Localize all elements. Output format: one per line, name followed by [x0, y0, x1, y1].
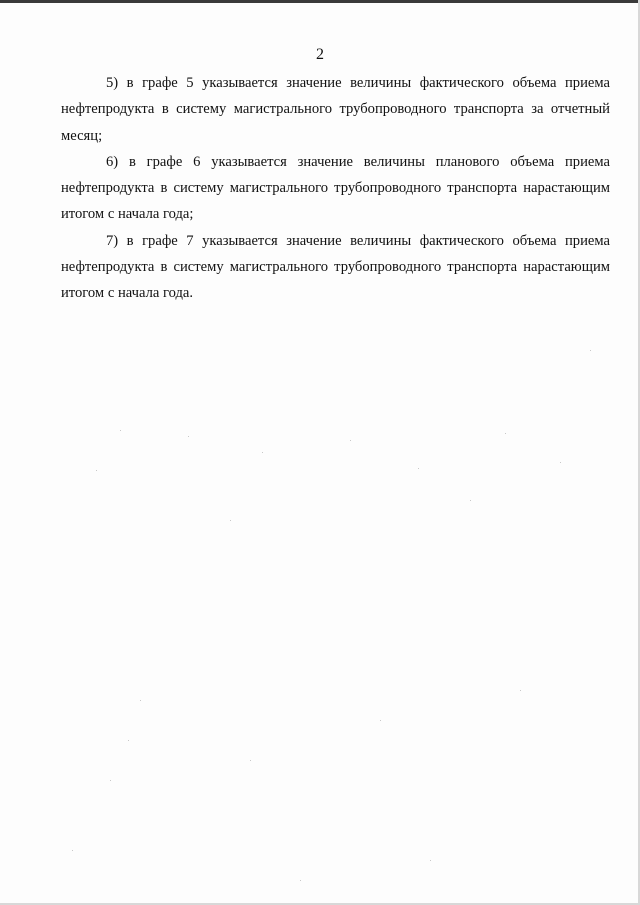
page-number: 2 — [316, 46, 324, 63]
paragraph-item-5: 5) в графе 5 указывается значение величины фактического объема приема нефтепродукта в систему магистрального трубопроводного транспорта за отчетный месяц; — [61, 75, 610, 144]
document-body — [61, 70, 610, 307]
paragraph-item-6: 6) в графе 6 указывается значение величины планового объема приема нефтепродукта в систему магистрального трубопроводного транспорта нарастающим итогом с начала года; — [61, 153, 610, 223]
paragraph-item-7: 7) в графе 7 указывается значение величины фактического объема приема нефтепродукта в систему магистрального трубопроводного транспорта нарастающим итогом с начала года. — [61, 232, 610, 302]
scan-top-edge — [0, 0, 640, 3]
